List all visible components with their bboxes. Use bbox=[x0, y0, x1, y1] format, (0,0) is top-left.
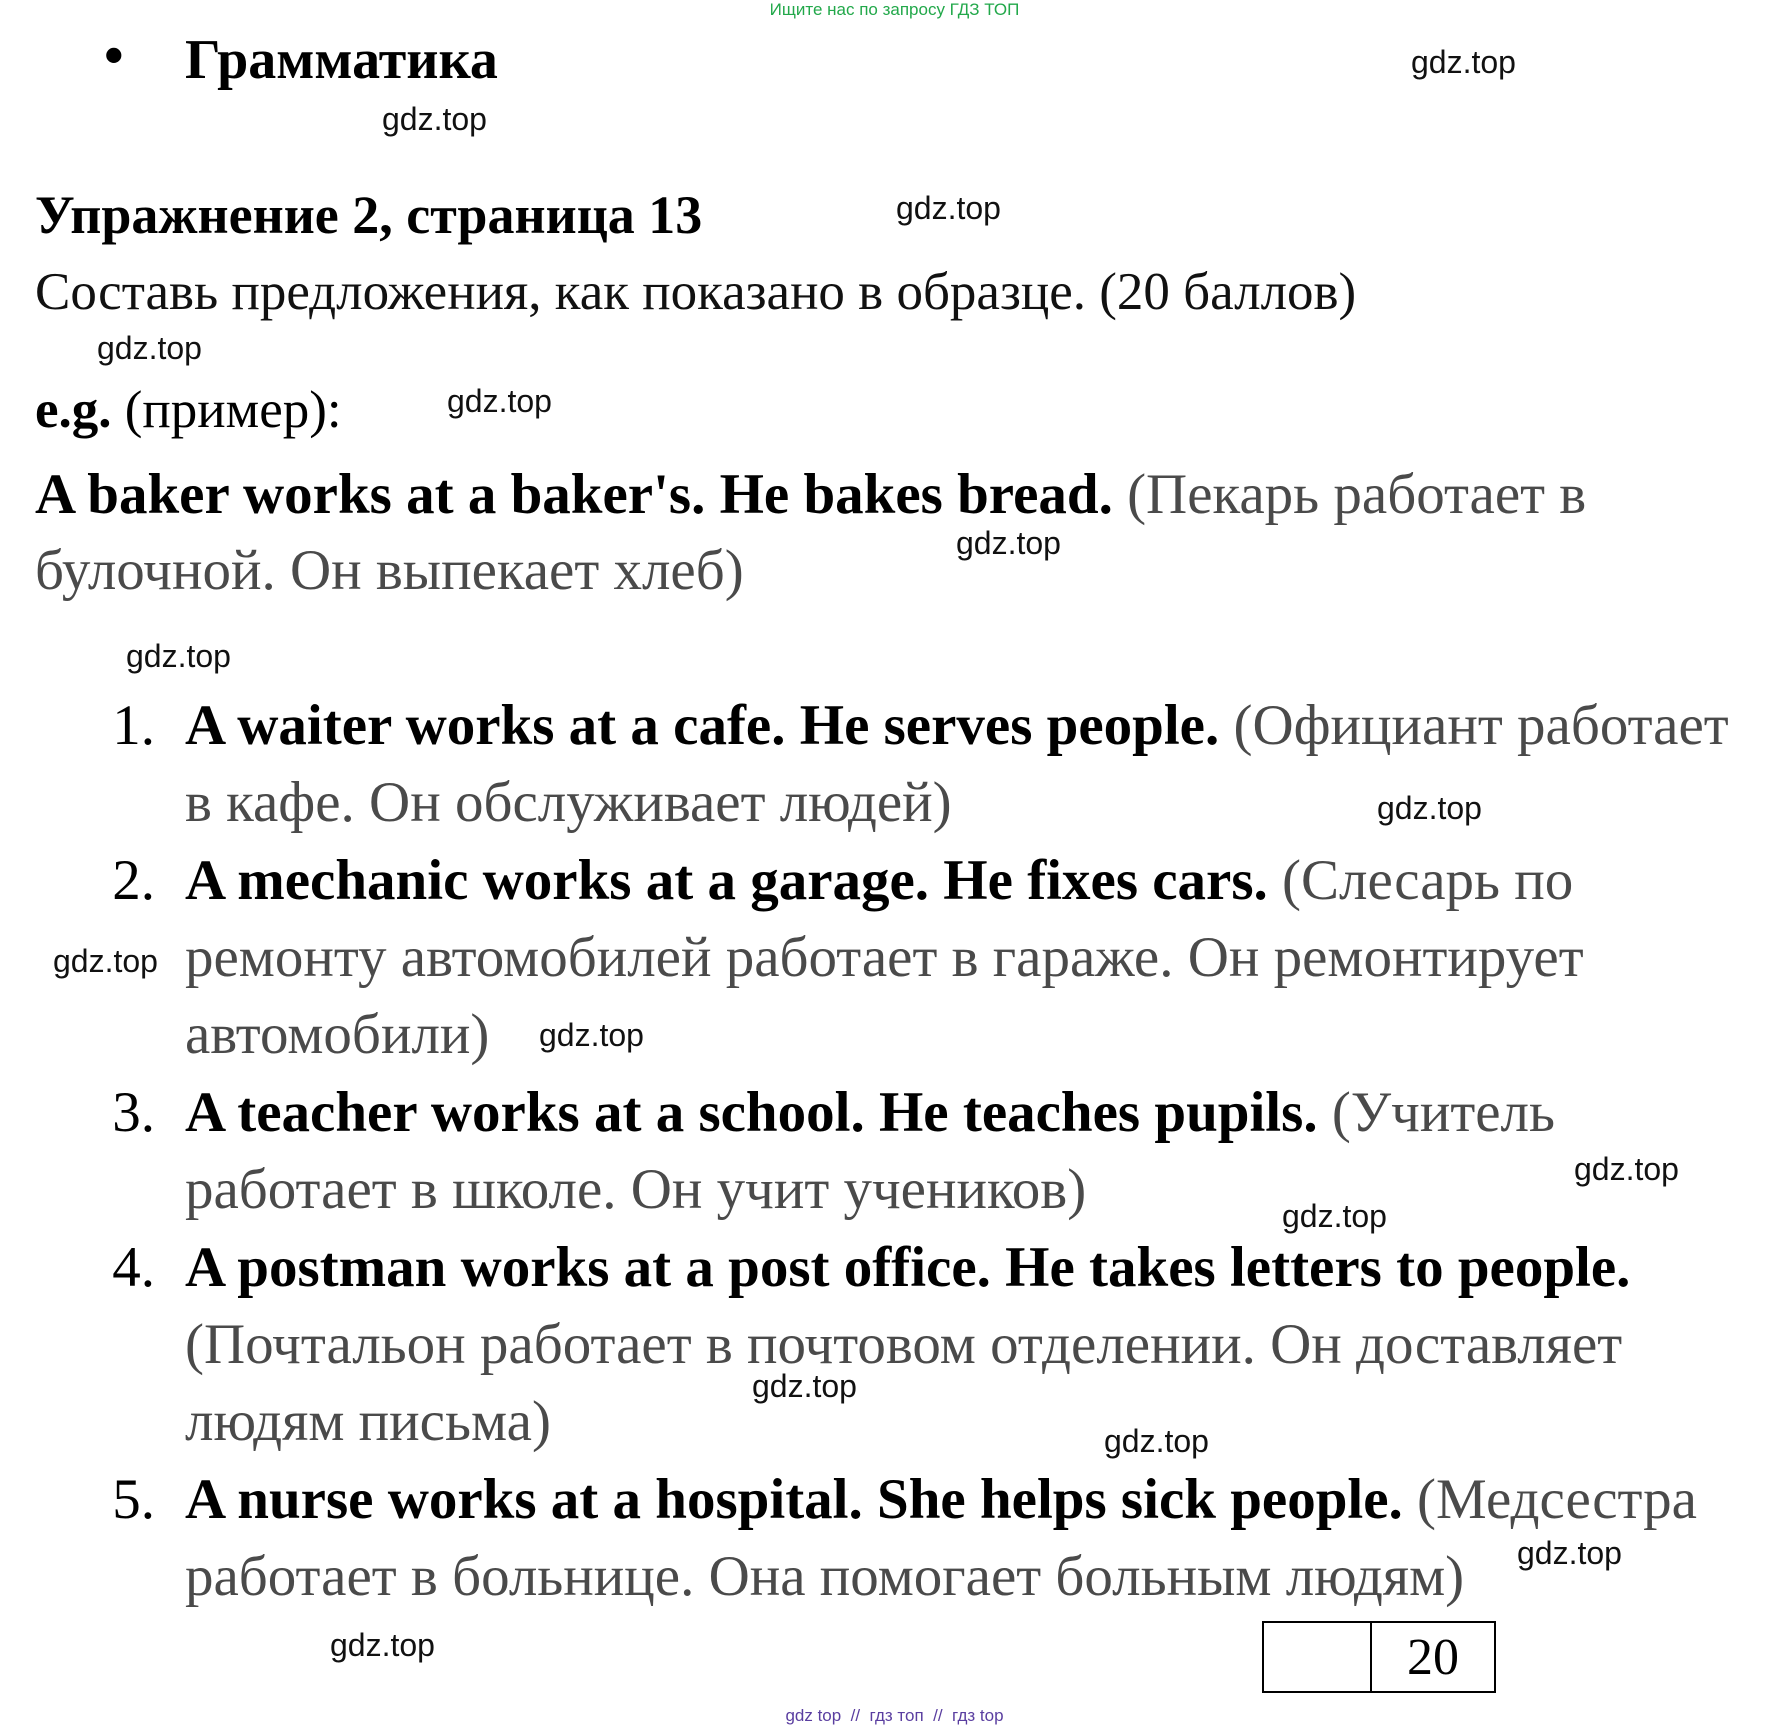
answer-ru-continued: людям письма) bbox=[185, 1390, 551, 1453]
answer-number: 4. bbox=[112, 1236, 155, 1299]
answer-en: A mechanic works at a garage. He fixes cars. bbox=[185, 849, 1268, 912]
exercise-instruction: Составь предложения, как показано в образце. (20 баллов) bbox=[35, 263, 1357, 321]
answer-number: 1. bbox=[112, 694, 155, 757]
answer-ru-continued: ремонту автомобилей работает в гараже. Он ремонтирует bbox=[185, 926, 1584, 989]
watermark: gdz.top bbox=[53, 943, 158, 979]
answer-line bbox=[185, 1074, 1555, 1151]
watermark: gdz.top bbox=[126, 638, 231, 674]
score-box-empty-cell bbox=[1264, 1623, 1372, 1691]
example-en: A baker works at a baker's. He bakes bread. bbox=[35, 463, 1113, 526]
answer-ru: (Медсестра bbox=[1402, 1468, 1697, 1531]
example-label bbox=[35, 380, 342, 440]
watermark: gdz.top bbox=[1104, 1423, 1209, 1459]
score-box bbox=[1262, 1621, 1496, 1693]
answer-number: 2. bbox=[112, 849, 155, 912]
example-ru-2: булочной. Он выпекает хлеб) bbox=[35, 539, 744, 602]
watermark: gdz.top bbox=[1411, 44, 1516, 80]
answer-line bbox=[185, 842, 1573, 919]
answer-ru: (Слесарь по bbox=[1267, 849, 1574, 912]
answer-en: A nurse works at a hospital. She helps sick people. bbox=[185, 1468, 1403, 1531]
answer-number: 3. bbox=[112, 1081, 155, 1144]
answer-ru-continued: работает в больнице. Она помогает больным людям) bbox=[185, 1545, 1465, 1608]
watermark: gdz.top bbox=[1377, 790, 1482, 826]
section-bullet: • bbox=[104, 25, 124, 87]
top-note: Ищите нас по запросу ГДЗ ТОП bbox=[769, 0, 1020, 19]
answer-line bbox=[185, 1461, 1697, 1538]
watermark: gdz.top bbox=[382, 101, 487, 137]
footer-note: gdz top // гдз топ // гдз top bbox=[785, 1706, 1004, 1725]
example-label-bold: e.g. bbox=[35, 381, 112, 439]
watermark: gdz.top bbox=[1282, 1198, 1387, 1234]
watermark: gdz.top bbox=[896, 190, 1001, 226]
watermark: gdz.top bbox=[752, 1368, 857, 1404]
example-line-1 bbox=[35, 456, 1586, 533]
answer-ru-continued: в кафе. Он обслуживает людей) bbox=[185, 771, 952, 834]
answer-en: A postman works at a post office. He takes letters to people. bbox=[185, 1236, 1631, 1299]
answer-ru: (Учитель bbox=[1317, 1081, 1555, 1144]
watermark: gdz.top bbox=[1517, 1535, 1622, 1571]
watermark: gdz.top bbox=[330, 1627, 435, 1663]
answer-ru-continued: работает в школе. Он учит учеников) bbox=[185, 1158, 1087, 1221]
section-title: Грамматика bbox=[185, 29, 498, 91]
answer-ru-continued: (Почтальон работает в почтовом отделении. Он доставляет bbox=[185, 1313, 1623, 1376]
answer-en: A waiter works at a cafe. He serves people. bbox=[185, 694, 1220, 757]
answer-number: 5. bbox=[112, 1468, 155, 1531]
exercise-title: Упражнение 2, страница 13 bbox=[35, 185, 703, 245]
watermark: gdz.top bbox=[1574, 1151, 1679, 1187]
answer-ru-continued: автомобили) bbox=[185, 1003, 490, 1066]
answer-ru: (Официант работает bbox=[1219, 694, 1729, 757]
score-value: 20 bbox=[1407, 1629, 1459, 1686]
watermark: gdz.top bbox=[97, 330, 202, 366]
example-label-rest: (пример): bbox=[111, 381, 342, 439]
watermark: gdz.top bbox=[539, 1017, 644, 1053]
watermark: gdz.top bbox=[956, 525, 1061, 561]
answer-line bbox=[185, 687, 1729, 764]
example-ru-1: (Пекарь работает в bbox=[1112, 463, 1587, 526]
watermark: gdz.top bbox=[447, 383, 552, 419]
answer-en: A teacher works at a school. He teaches pupils. bbox=[185, 1081, 1318, 1144]
